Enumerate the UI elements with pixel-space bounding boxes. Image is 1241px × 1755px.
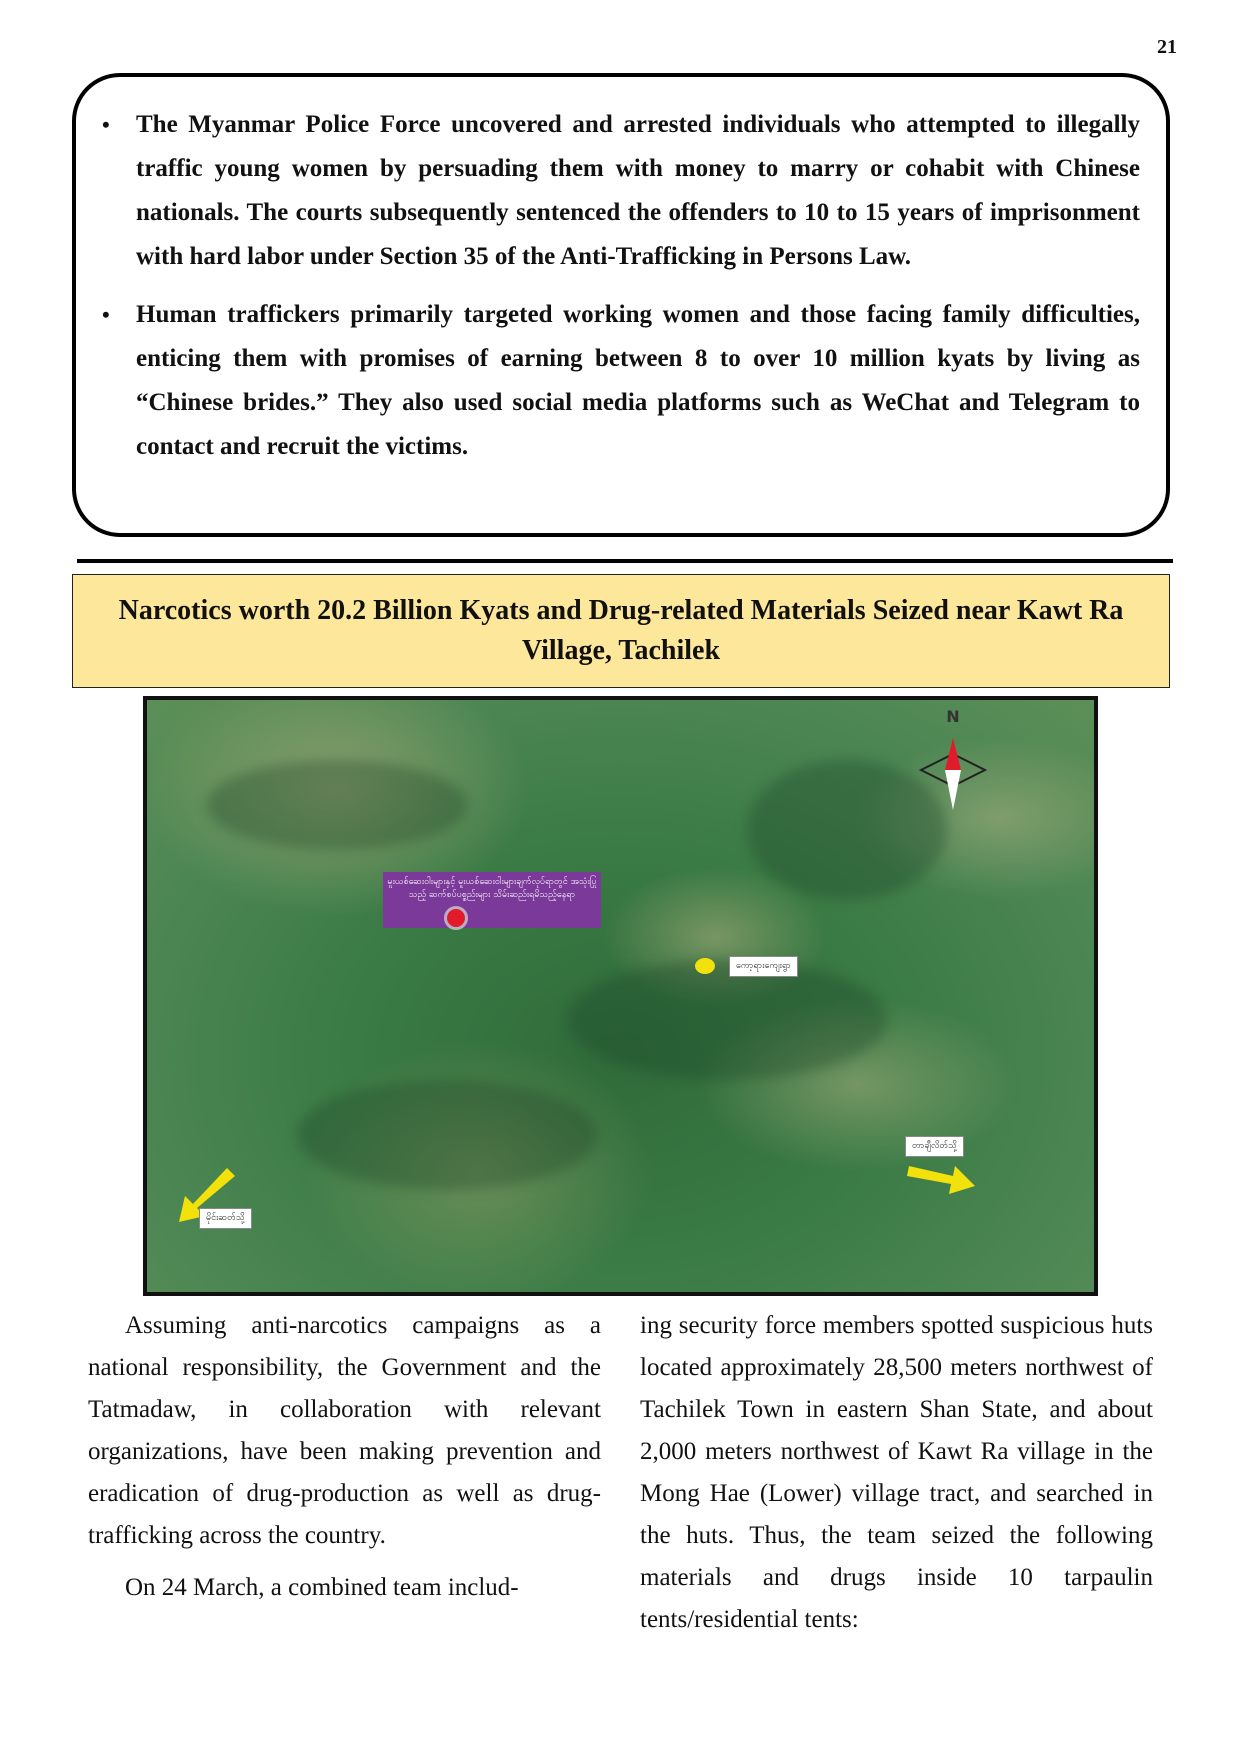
bullet-icon: • [102,302,110,327]
village-marker-icon [695,958,715,974]
article-headline-box [72,574,1170,688]
callout-bullet-text: The Myanmar Police Force uncovered and arrested individuals who attempted to illegally traffic young women by persuading them with money to marry or cohabit with Chinese nationals. The courts subsequently sentenced the offenders to 10 to 15 years of imprisonment with hard labor under Section 35 of the Anti-Trafficking in Persons Law. [136,111,1140,270]
callout-bullet-item [102,293,1140,469]
seizure-site-label: မူးယစ်ဆေးဝါးများနှင့် မူးယစ်ဆေးဝါးများချက်လုပ်ရာတွင် အသုံးပြုသည့် ဆက်စပ်ပစ္စည်းများ သိမ်းဆည်းရမိသည့်နေရာ [383,872,601,928]
callout-bullet-list [102,103,1140,483]
terrain-shade [207,760,467,850]
trafficking-callout-box [72,73,1170,537]
village-label: ကော့ရားကျေးရွာ [729,956,798,977]
satellite-map-image [143,696,1098,1296]
callout-bullet-text: Human traffickers primarily targeted working women and those facing family difficulties, enticing them with promises of earning between 8 to over 10 million kyats by living as “Chinese brides.” They also used social media platforms such as WeChat and Telegram to contact and recruit the victims. [136,301,1140,460]
bullet-icon: • [102,112,110,137]
article-column-right [640,1305,1153,1651]
article-column-left [88,1305,601,1619]
north-compass-icon [917,706,989,816]
direction-east-label: တာချီလိတ်သို့ [905,1136,964,1157]
terrain-shade [297,1080,597,1190]
callout-bullet-item [102,103,1140,279]
seizure-site-marker-icon [447,909,465,927]
section-divider [77,559,1173,563]
page-number: 21 [1157,36,1177,58]
article-paragraph-continued: ing security force members spotted suspicious huts located approximately 28,500 meters northwest of Tachilek Town in eastern Shan State, and about 2,000 meters northwest of Kawt Ra village in the Mong Hae (Lower) village tract, and searched in the huts. Thus, the team seized the following materials and drugs inside 10 tarpaulin tents/residential tents: [640,1312,1153,1633]
direction-southwest-label: မိုင်းဆတ်သို့ [199,1208,252,1229]
compass-north-label: N [946,707,960,726]
arrow-east-icon [907,1158,977,1198]
article-paragraph: Assuming anti-narcotics campaigns as a national responsibility, the Government and the Tatmadaw, in collaboration with relevant organizations, have been making prevention and eradication of drug-production as well as drug-trafficking across the country. [88,1312,601,1549]
terrain-shade [567,960,887,1080]
article-headline: Narcotics worth 20.2 Billion Kyats and Drug-related Materials Seized near Kawt Ra Village, Tachilek [118,595,1124,666]
article-paragraph: On 24 March, a combined team includ- [125,1574,519,1601]
